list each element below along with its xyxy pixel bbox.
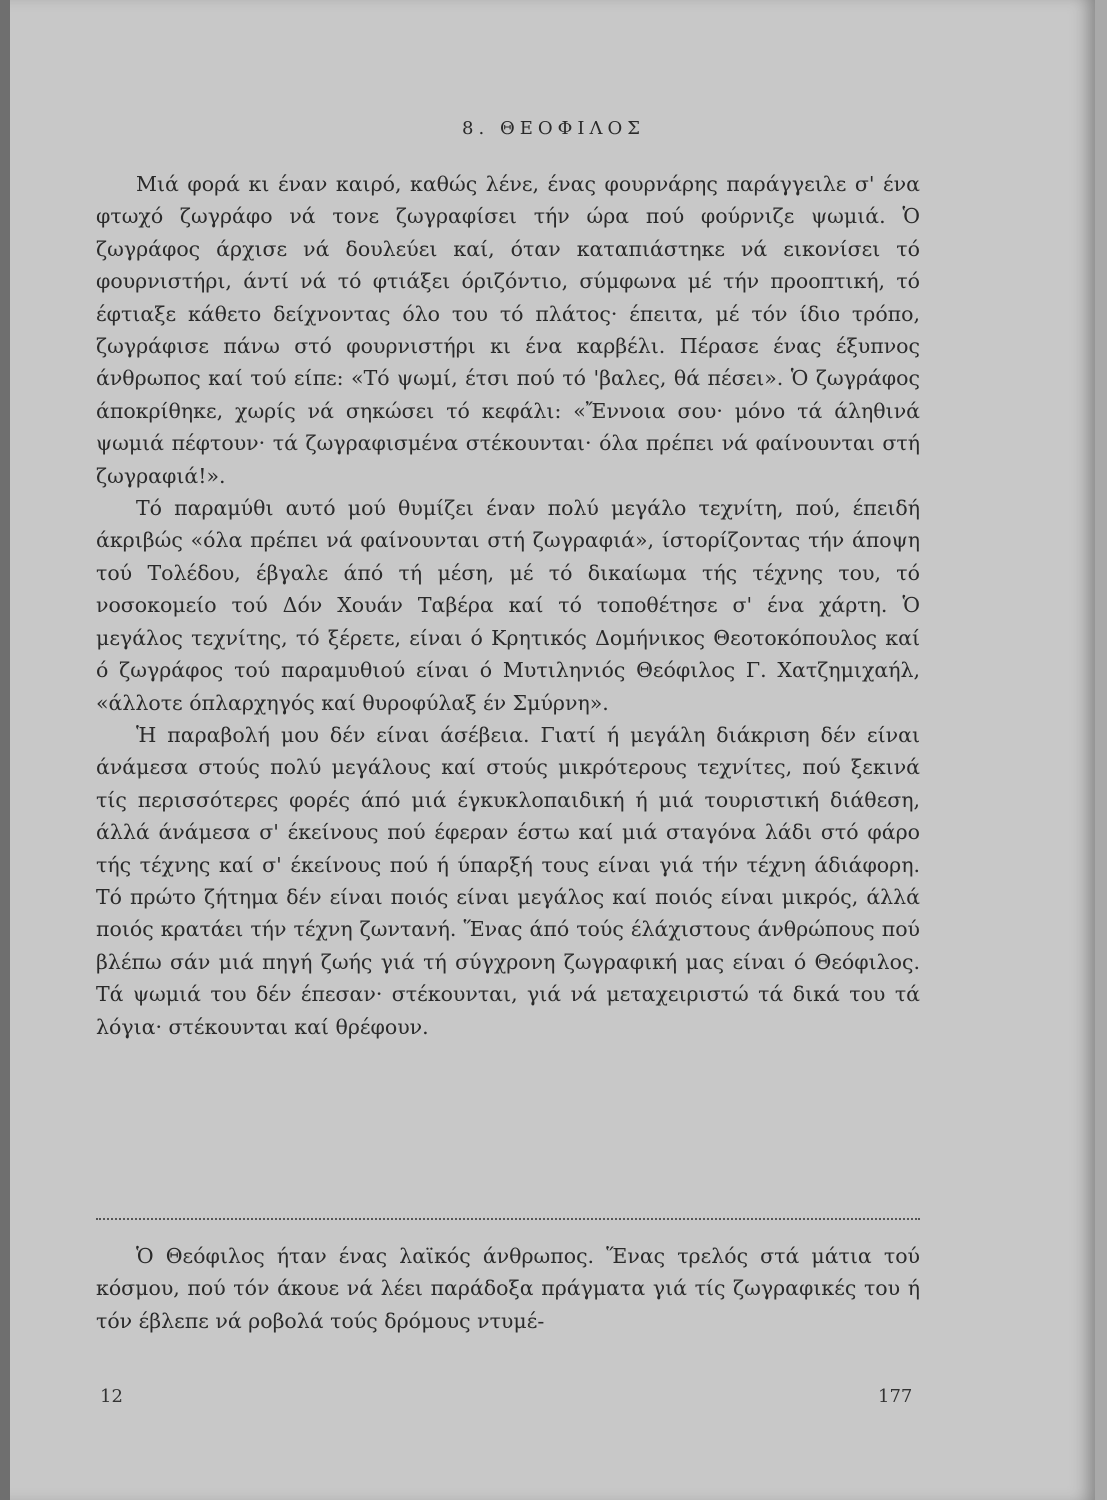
closing-text [96, 1240, 920, 1337]
paragraph-4: Ὁ Θεόφιλος ήταν ένας λαϊκός άνθρωπος. Ἕνας τρελός στά μάτια τού κόσμου, πού τόν άκουε νά λέει παράδοξα πράγματα γιά τίς ζωγραφικές του ή τόν έβλεπε νά ροβολά τούς δρόμους ντυμέ- [96, 1244, 920, 1333]
section-separator [96, 1218, 920, 1220]
running-header: 8. ΘΕΟΦΙΛΟΣ [462, 118, 645, 139]
page-number: 177 [878, 1386, 913, 1407]
signature-mark: 12 [100, 1386, 123, 1407]
paragraph-3: Ἡ παραβολή μου δέν είναι άσέβεια. Γιατί ή μεγάλη διάκριση δέν είναι άνάμεσα στούς πολύ μεγάλους καί στούς μικρότερους τεχνίτες, πού ξεκινά τίς περισσότερες φορές άπό μιά έγκυκλοπαιδική ή μιά τουριστική διάθεση, άλλά άνάμεσα σ' έκείνους πού έφεραν έστω καί μιά σταγόνα λάδι στό φάρο τής τέχνης καί σ' έκείνους πού ή ύπαρξή τους είναι γιά τήν τέχνη άδιάφορη. Τό πρώτο ζήτημα δέν είναι ποιός είναι μεγάλος καί ποιός είναι μικρός, άλλά ποιός κρατάει τήν τέχνη ζωντανή. Ἕνας άπό τούς έλάχιστους άνθρώπους πού βλέπω σάν μιά πηγή ζωής γιά τή σύγχρονη ζωγραφική μας είναι ό Θεόφιλος. Τά ψωμιά του δέν έπεσαν· στέκουνται, γιά νά μεταχειριστώ τά δικά του τά λόγια· στέκουνται καί θρέφουν. [96, 722, 920, 1039]
paragraph-1: Μιά φορά κι έναν καιρό, καθώς λένε, ένας φουρνάρης παράγγειλε σ' ένα φτωχό ζωγράφο νά τονε ζωγραφίσει τήν ώρα πού φούρνιζε ψωμιά. Ὁ ζωγράφος άρχισε νά δουλεύει καί, όταν καταπιάστηκε νά εικονίσει τό φουρνιστήρι, άντί νά τό φτιάξει όριζόντιο, σύμφωνα μέ τήν προοπτική, τό έφτιαξε κάθετο δείχνοντας όλο του τό πλάτος· έπειτα, μέ τόν ίδιο τρόπο, ζωγράφισε πάνω στό φουρνιστήρι κι ένα καρβέλι. Πέρασε ένας έξυπνος άνθρωπος καί τού είπε: «Τό ψωμί, έτσι πού τό 'βαλες, θά πέσει». Ὁ ζωγράφος άποκρίθηκε, χωρίς νά σηκώσει τό κεφάλι: «Ἔννοια σου· μόνο τά άληθινά ψωμιά πέφτουν· τά ζωγραφισμένα στέκουνται· όλα πρέπει νά φαίνουνται στή ζωγραφιά!». [96, 172, 920, 488]
body-text [96, 168, 920, 1043]
paragraph-2: Τό παραμύθι αυτό μού θυμίζει έναν πολύ μεγάλο τεχνίτη, πού, έπειδή άκριβώς «όλα πρέπει νά φαίνουνται στή ζωγραφιά», ίστορίζοντας τήν άποψη τού Τολέδου, έβγαλε άπό τή μέση, μέ τό δικαίωμα τής τέχνης του, τό νοσοκομείο τού Δόν Χουάν Ταβέρα καί τό τοποθέτησε σ' ένα χάρτη. Ὁ μεγάλος τεχνίτης, τό ξέρετε, είναι ό Κρητικός Δομήνικος Θεοτοκόπουλος καί ό ζωγράφος τού παραμυθιού είναι ό Μυτιληνιός Θεόφιλος Γ. Χατζημιχαήλ, «άλλοτε όπλαρχηγός καί θυροφύλαξ έν Σμύρνη». [96, 496, 920, 715]
